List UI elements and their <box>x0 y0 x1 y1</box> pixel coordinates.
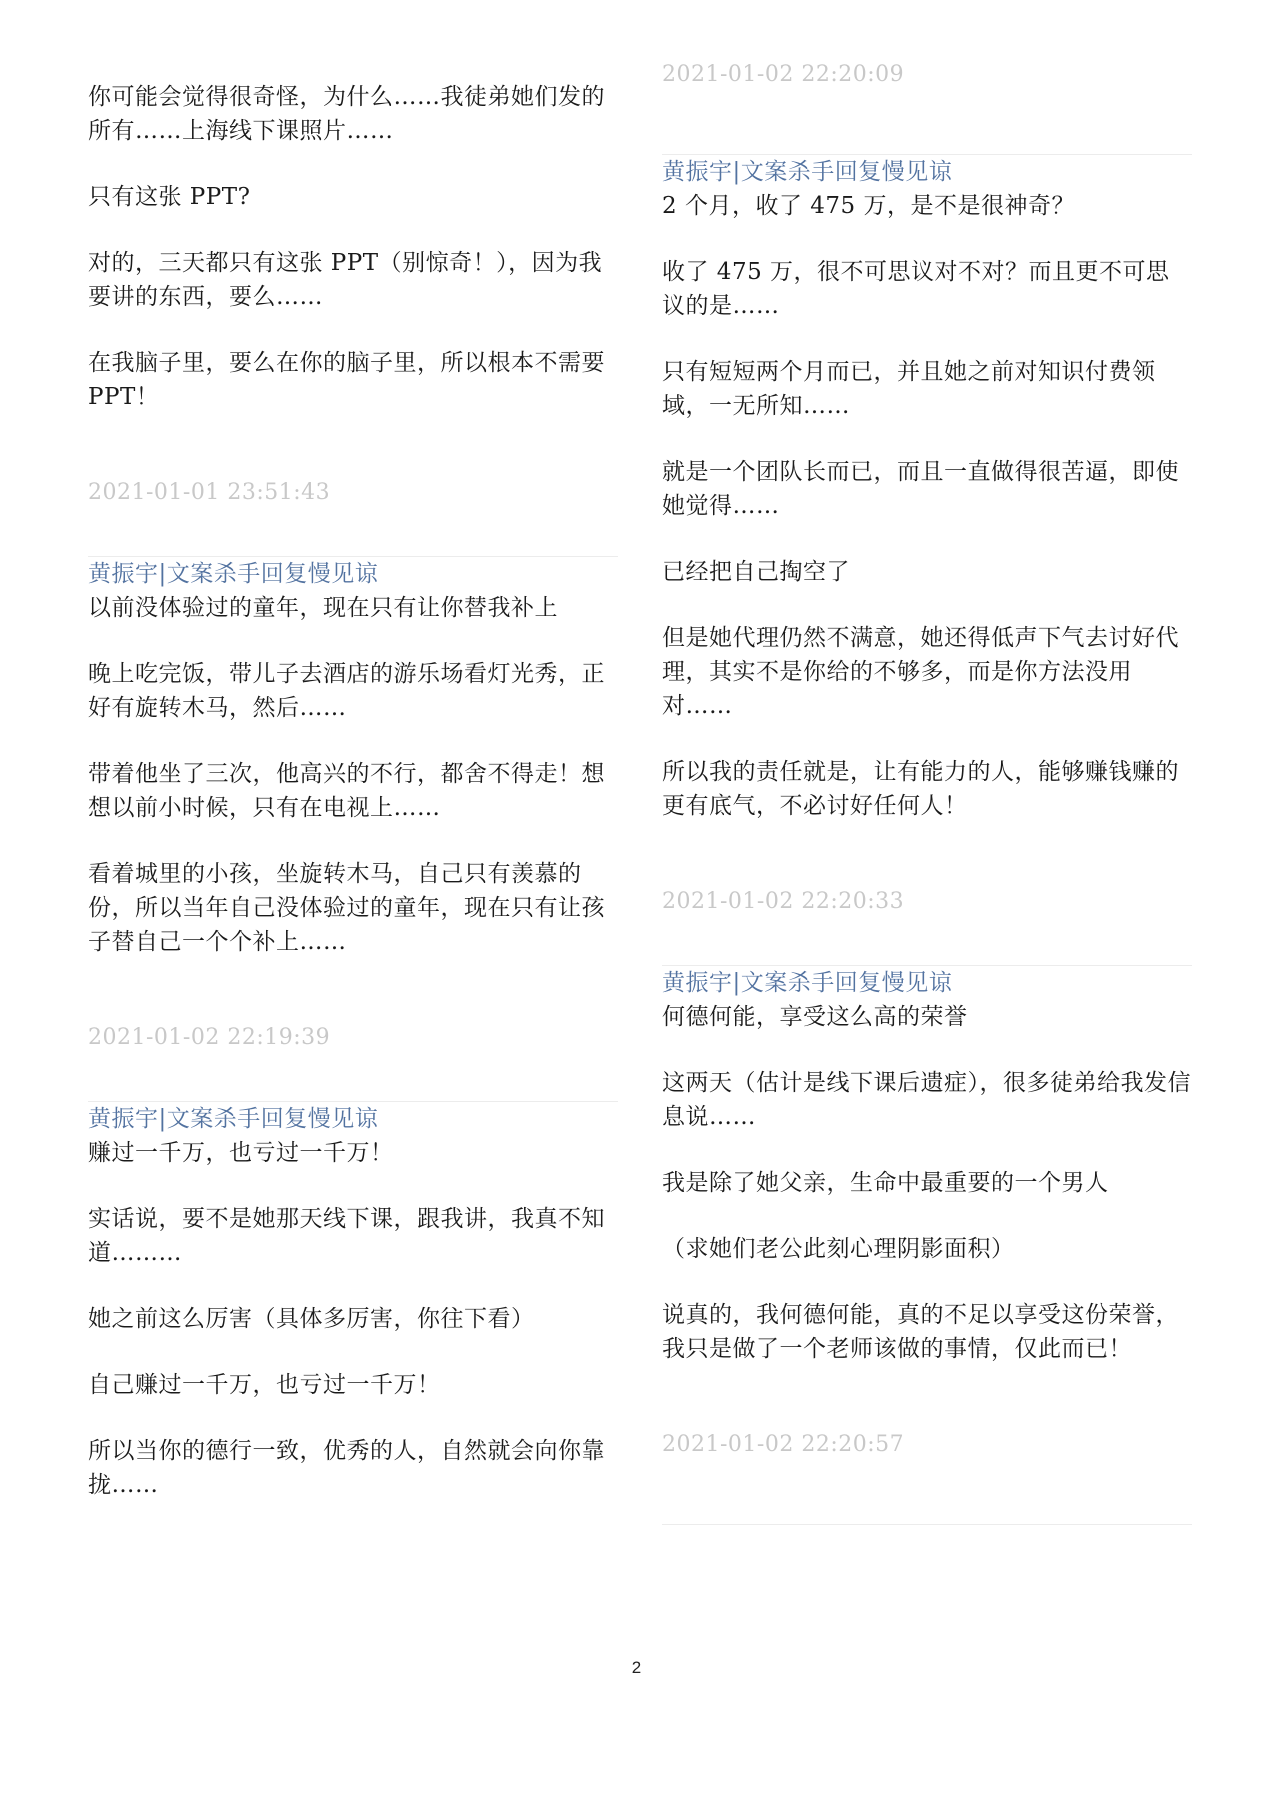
post-paragraph: 实话说，要不是她那天线下课，跟我讲，我真不知道……… <box>88 1206 605 1266</box>
post <box>662 155 1192 823</box>
post-paragraph: 看着城里的小孩，坐旋转木马，自己只有羡慕的份，所以当年自己没体验过的童年，现在只有让孩子替自己一个个补上…… <box>88 861 605 955</box>
post-author[interactable]: 黄振宇|文案杀手回复慢见谅 <box>88 1106 379 1132</box>
page-number: 2 <box>631 1658 642 1677</box>
post-paragraph: 但是她代理仍然不满意，她还得低声下气去讨好代理，其实不是你给的不够多，而是你方法没用对…… <box>662 625 1179 719</box>
post-paragraph: 我是除了她父亲，生命中最重要的一个男人 <box>662 1170 1109 1196</box>
intro-paragraph: 你可能会觉得很奇怪，为什么……我徒弟她们发的所有……上海线下课照片…… <box>88 84 605 144</box>
intro-paragraph: 只有这张 PPT? <box>88 184 251 210</box>
post-timestamp: 2021-01-02 22:19:39 <box>88 1025 331 1050</box>
post-paragraph: 晚上吃完饭，带儿子去酒店的游乐场看灯光秀，正好有旋转木马，然后…… <box>88 661 605 721</box>
post-timestamp: 2021-01-02 22:20:33 <box>662 889 905 914</box>
post-paragraph: 只有短短两个月而已，并且她之前对知识付费领域，一无所知…… <box>662 359 1156 419</box>
post-paragraph: 说真的，我何德何能，真的不足以享受这份荣誉，我只是做了一个老师该做的事情，仅此而已！ <box>662 1302 1179 1362</box>
post-timestamp: 2021-01-02 22:20:09 <box>662 62 905 87</box>
left-column <box>88 80 618 1534</box>
post <box>88 1102 618 1502</box>
post <box>662 966 1192 1366</box>
post-author[interactable]: 黄振宇|文案杀手回复慢见谅 <box>662 970 953 996</box>
intro-paragraph: 在我脑子里，要么在你的脑子里，所以根本不需要 PPT！ <box>88 350 605 410</box>
divider <box>662 1524 1192 1525</box>
post-paragraph: 就是一个团队长而已，而且一直做得很苦逼，即使她觉得…… <box>662 459 1179 519</box>
post-author[interactable]: 黄振宇|文案杀手回复慢见谅 <box>662 159 953 185</box>
post-paragraph: 何德何能，享受这么高的荣誉 <box>662 1004 968 1030</box>
post-paragraph: 带着他坐了三次，他高兴的不行，都舍不得走！想想以前小时候，只有在电视上…… <box>88 761 605 821</box>
post-author[interactable]: 黄振宇|文案杀手回复慢见谅 <box>88 561 379 587</box>
post-paragraph: 2 个月，收了 475 万，是不是很神奇？ <box>662 193 1075 219</box>
post-paragraph: （求她们老公此刻心理阴影面积） <box>662 1236 1015 1262</box>
post-paragraph: 她之前这么厉害（具体多厉害，你往下看） <box>88 1306 535 1332</box>
post-paragraph: 所以我的责任就是，让有能力的人，能够赚钱赚的更有底气，不必讨好任何人！ <box>662 759 1179 819</box>
post-paragraph: 自己赚过一千万，也亏过一千万！ <box>88 1372 441 1398</box>
intro-paragraph: 对的，三天都只有这张 PPT（别惊奇！），因为我要讲的东西，要么…… <box>88 250 603 310</box>
post-paragraph: 已经把自己掏空了 <box>662 559 850 585</box>
post-paragraph: 以前没体验过的童年，现在只有让你替我补上 <box>88 595 558 621</box>
right-column <box>662 58 1192 1525</box>
post-paragraph: 这两天（估计是线下课后遗症），很多徒弟给我发信息说…… <box>662 1070 1191 1130</box>
post-paragraph: 所以当你的德行一致，优秀的人，自然就会向你靠拢…… <box>88 1438 605 1498</box>
post <box>88 557 618 959</box>
post-paragraph: 赚过一千万，也亏过一千万！ <box>88 1140 394 1166</box>
post-timestamp: 2021-01-02 22:20:57 <box>662 1432 905 1457</box>
post-timestamp: 2021-01-01 23:51:43 <box>88 480 331 505</box>
post-paragraph: 收了 475 万，很不可思议对不对？而且更不可思议的是…… <box>662 259 1170 319</box>
